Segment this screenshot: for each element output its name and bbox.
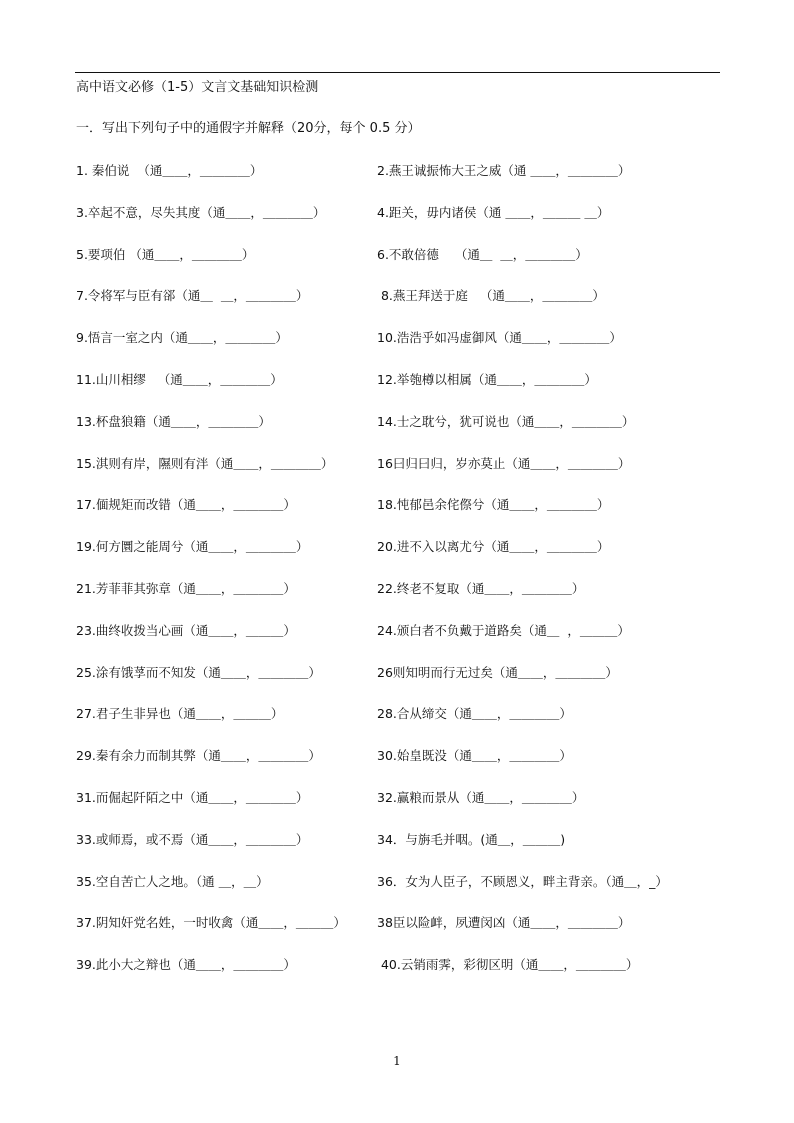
question-item-right: 4.距关，毋内诸侯（通 ＿＿，＿＿＿ ＿）: [377, 204, 610, 220]
question-row: [76, 581, 726, 623]
question-item-right: 16曰归曰归，岁亦莫止（通＿＿，＿＿＿＿）: [377, 455, 631, 471]
question-item-right: 20.进不入以离尤兮（通＿＿，＿＿＿＿）: [377, 539, 610, 555]
question-item-right: 24.颁白者不负戴于道路矣（通＿ ，＿＿＿）: [377, 622, 630, 638]
question-item-right: 40.云销雨霁，彩彻区明（通＿＿，＿＿＿＿）: [377, 957, 639, 973]
question-item-left: 1. 秦伯说 （通＿＿，＿＿＿＿）: [76, 163, 263, 178]
question-item-right: 10.浩浩乎如冯虚御风（通＿＿，＿＿＿＿）: [377, 330, 622, 346]
document-title: 高中语文必修（1-5）文言文基础知识检测: [76, 80, 319, 95]
question-row: [76, 497, 726, 539]
question-item-right: 22.终老不复取（通＿＿，＿＿＿＿）: [377, 580, 585, 596]
question-item-left: 25.涂有饿莩而不知发（通＿＿，＿＿＿＿）: [76, 664, 321, 680]
question-item-left: 23.曲终收拨当心画（通＿＿，＿＿＿）: [76, 622, 296, 638]
question-row: [76, 832, 726, 874]
question-row: [76, 790, 726, 832]
question-item-right: 8.燕王拜送于庭 （通＿＿，＿＿＿＿）: [377, 288, 605, 304]
question-item-left: 17.偭规矩而改错（通＿＿，＿＿＿＿）: [76, 497, 296, 513]
question-item-left: 21.芳菲菲其弥章（通＿＿，＿＿＿＿）: [76, 580, 296, 596]
question-row: [76, 414, 726, 456]
question-item-left: 7.令将军与臣有郤（通＿ ＿，＿＿＿＿）: [76, 288, 309, 304]
question-row: [76, 288, 726, 330]
question-item-right: 28.合从缔交（通＿＿，＿＿＿＿）: [377, 706, 572, 722]
question-row: [76, 163, 726, 205]
section-heading: 一．写出下列句子中的通假字并解释（20分，每个 0.5 分）: [76, 121, 421, 136]
question-row: [76, 456, 726, 498]
question-row: [76, 874, 726, 916]
question-item-left: 19.何方圜之能周兮（通＿＿，＿＿＿＿）: [76, 539, 309, 555]
question-item-left: 3.卒起不意，尽失其度（通＿＿，＿＿＿＿）: [76, 204, 326, 220]
page-number: 1: [393, 1054, 401, 1068]
question-item-left: 11.山川相缪 （通＿＿，＿＿＿＿）: [76, 371, 283, 387]
question-row: [76, 372, 726, 414]
question-item-right: 12.举匏樽以相属（通＿＿，＿＿＿＿）: [377, 371, 597, 387]
question-item-right: 6.不敢倍德 （通＿ ＿，＿＿＿＿）: [377, 246, 588, 262]
question-item-left: 13.杯盘狼籍（通＿＿，＿＿＿＿）: [76, 413, 271, 429]
question-item-left: 29.秦有余力而制其弊（通＿＿，＿＿＿＿）: [76, 748, 321, 764]
question-item-right: 30.始皇既没（通＿＿，＿＿＿＿）: [377, 748, 572, 764]
question-item-right: 14.士之耽兮，犹可说也（通＿＿，＿＿＿＿）: [377, 413, 635, 429]
question-item-right: 36．女为人臣子，不顾恩义，畔主背亲。（通＿，_）: [377, 873, 668, 889]
question-item-left: 31.而倔起阡陌之中（通＿＿，＿＿＿＿）: [76, 789, 309, 805]
question-item-left: 9.悟言一室之内（通＿＿，＿＿＿＿）: [76, 330, 288, 346]
question-item-left: 5.要项伯 （通＿＿，＿＿＿＿）: [76, 246, 255, 262]
question-item-right: 2.燕王诚振怖大王之威（通 ＿＿，＿＿＿＿）: [377, 163, 631, 178]
question-row: [76, 665, 726, 707]
question-item-right: 18.忳郁邑余侘傺兮（通＿＿，＿＿＿＿）: [377, 497, 610, 513]
question-item-left: 15.淇则有岸，隰则有泮（通＿＿，＿＿＿＿）: [76, 455, 334, 471]
question-item-left: 37.阴知奸党名姓，一时收禽（通＿＿，＿＿＿）: [76, 915, 346, 931]
question-item-right: 38臣以险衅，夙遭闵凶（通＿＿，＿＿＿＿）: [377, 915, 631, 931]
question-row: [76, 247, 726, 289]
question-row: [76, 957, 726, 999]
question-item-right: 32.赢粮而景从（通＿＿，＿＿＿＿）: [377, 789, 585, 805]
question-row: [76, 205, 726, 247]
question-item-left: 39.此小大之辩也（通＿＿，＿＿＿＿）: [76, 957, 296, 973]
question-item-left: 35.空自苦亡人之地。（通 ＿，＿）: [76, 873, 269, 889]
question-row: [76, 330, 726, 372]
question-row: [76, 706, 726, 748]
question-list: [76, 163, 726, 999]
question-row: [76, 539, 726, 581]
question-row: [76, 915, 726, 957]
header-rule: [75, 72, 720, 73]
question-item-left: 33.或师焉，或不焉（通＿＿，＿＿＿＿）: [76, 831, 309, 847]
question-item-right: 26则知明而行无过矣（通＿＿，＿＿＿＿）: [377, 664, 618, 680]
question-row: [76, 748, 726, 790]
question-row: [76, 623, 726, 665]
question-item-right: 34．与旃毛并咽。(通＿，＿＿＿): [377, 831, 566, 847]
question-item-left: 27.君子生非异也（通＿＿，＿＿＿）: [76, 706, 284, 722]
